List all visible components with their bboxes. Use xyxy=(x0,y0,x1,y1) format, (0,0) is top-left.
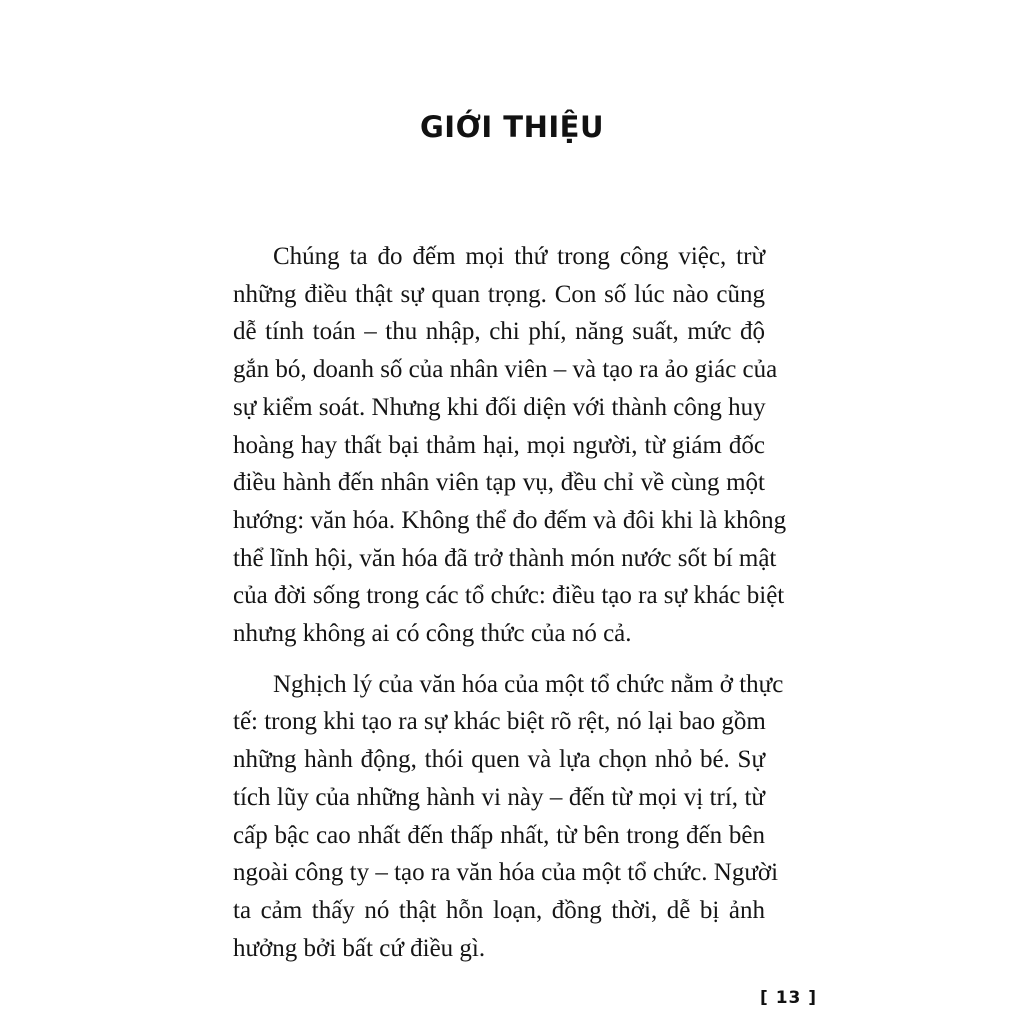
text-line: những hành động, thói quen và lựa chọn nhỏ bé. Sự xyxy=(233,746,765,774)
text-line: hoàng hay thất bại thảm hại, mọi người, từ giám đốc xyxy=(233,431,765,459)
text-line: dễ tính toán – thu nhập, chi phí, năng suất, mức độ xyxy=(233,318,765,346)
text-line: tích lũy của những hành vi này – đến từ mọi vị trí, từ xyxy=(233,783,765,811)
text-line: hướng: văn hóa. Không thể đo đếm và đôi khi là không xyxy=(233,506,787,534)
body-text xyxy=(233,238,787,967)
text-line: những điều thật sự quan trọng. Con số lúc nào cũng xyxy=(233,280,765,308)
text-line: nhưng không ai có công thức của nó cả. xyxy=(233,620,632,648)
paragraph-1 xyxy=(233,238,787,653)
text-line: Chúng ta đo đếm mọi thứ trong công việc, trừ xyxy=(273,243,765,270)
text-line: hưởng bởi bất cứ điều gì. xyxy=(233,934,486,962)
text-line: ta cảm thấy nó thật hỗn loạn, đồng thời, dễ bị ảnh xyxy=(233,896,765,924)
page-number: [ 13 ] xyxy=(760,988,818,1008)
text-line: gắn bó, doanh số của nhân viên – và tạo ra ảo giác của xyxy=(233,356,778,384)
paragraph-2 xyxy=(233,666,784,968)
text-line: ngoài công ty – tạo ra văn hóa của một tổ chức. Người xyxy=(233,859,779,887)
text-line: thể lĩnh hội, văn hóa đã trở thành món nước sốt bí mật xyxy=(233,544,777,572)
text-line: sự kiểm soát. Nhưng khi đối diện với thành công huy xyxy=(233,393,766,421)
text-line: tế: trong khi tạo ra sự khác biệt rõ rệt, nó lại bao gồm xyxy=(233,708,766,736)
text-line: điều hành đến nhân viên tạp vụ, đều chỉ về cùng một xyxy=(233,469,765,497)
text-line: Nghịch lý của văn hóa của một tổ chức nằm ở thực xyxy=(273,670,784,698)
text-line: cấp bậc cao nhất đến thấp nhất, từ bên trong đến bên xyxy=(233,821,765,849)
text-line: của đời sống trong các tổ chức: điều tạo ra sự khác biệt xyxy=(233,582,785,610)
chapter-title: GIỚI THIỆU xyxy=(419,110,604,144)
